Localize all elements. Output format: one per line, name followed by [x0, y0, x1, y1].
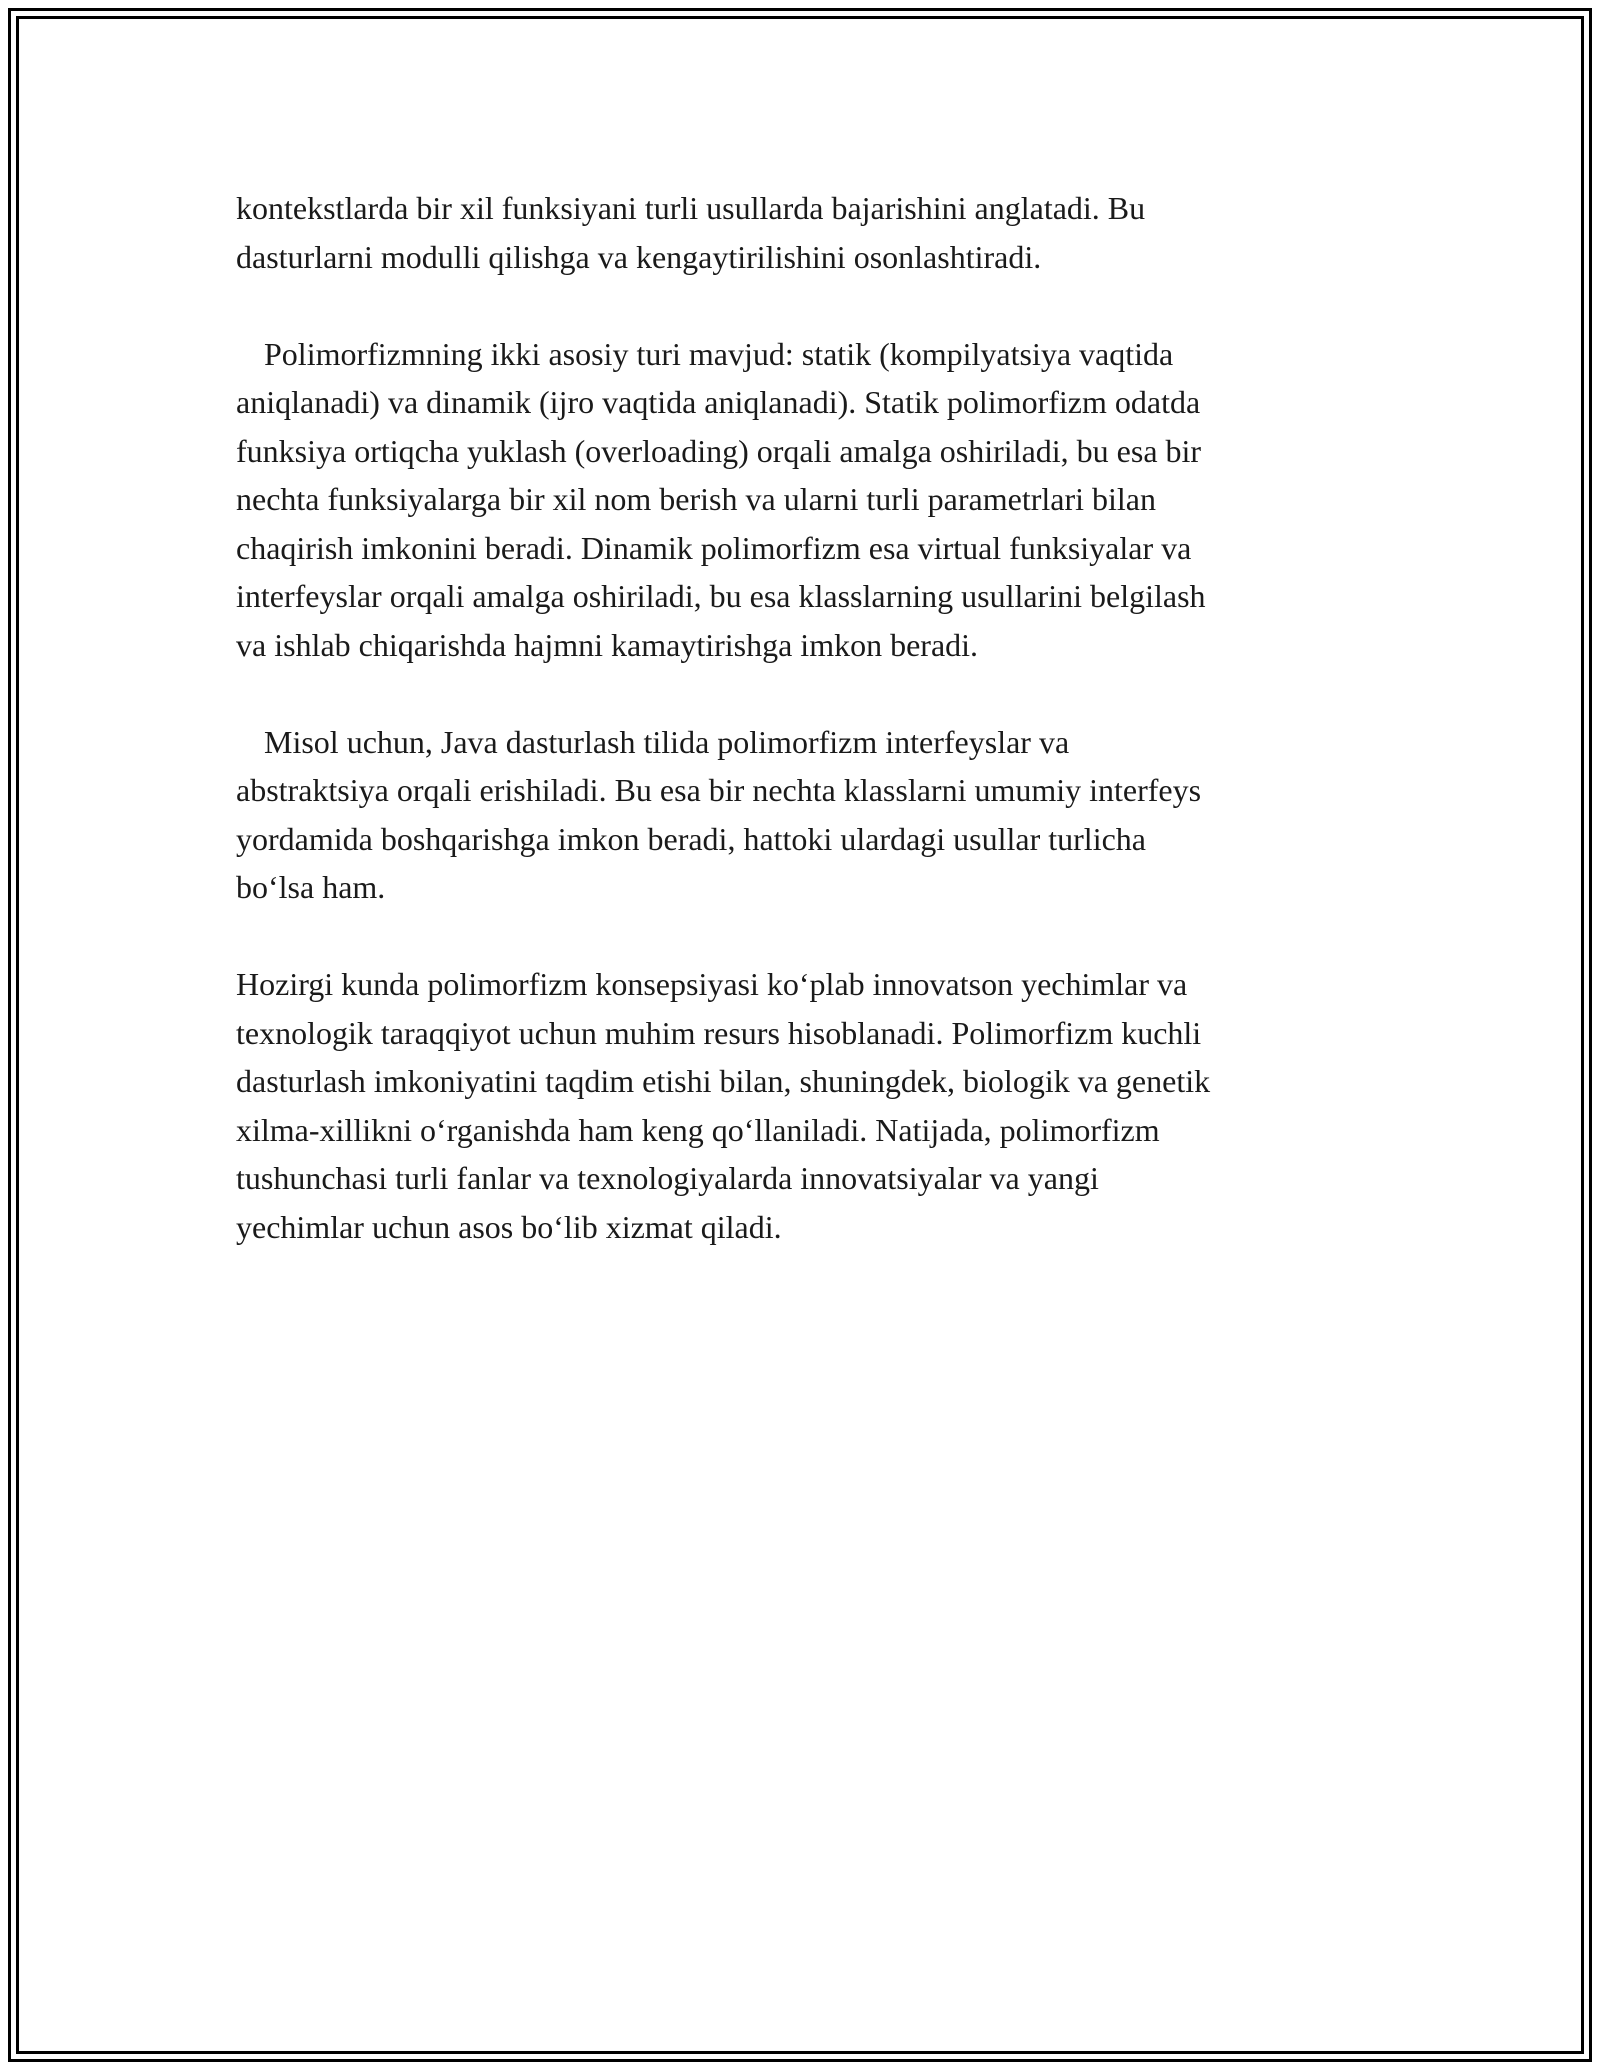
paragraph-1 [236, 184, 1366, 281]
paragraph-line: Polimorfizmning ikki asosiy turi mavjud: statik (kompilyatsiya vaqtida [264, 335, 1174, 372]
paragraph-line: dasturlash imkoniyatini taqdim etishi bilan, shuningdek, biologik va genetik [236, 1063, 1211, 1099]
paragraph-line: chaqirish imkonini beradi. Dinamik polimorfizm esa virtual funksiyalar va [236, 529, 1192, 566]
paragraph-line: funksiya ortiqcha yuklash (overloading) orqali amalga oshiriladi, bu esa bir [236, 432, 1202, 469]
paragraph-line: dasturlarni modulli qilishga va kengaytirilishini osonlashtiradi. [236, 238, 1042, 275]
paragraph-3 [236, 718, 1366, 912]
paragraph-line: interfeyslar orqali amalga oshiriladi, bu esa klasslarning usullarini belgilash [236, 578, 1206, 614]
paragraph-line: va ishlab chiqarishda hajmni kamaytirishga imkon beradi. [236, 626, 979, 663]
paragraph-line: texnologik taraqqiyot uchun muhim resurs hisoblanadi. Polimorfizm kuchli [236, 1014, 1202, 1051]
paragraph-line: Misol uchun, Java dasturlash tilida polimorfizm interfeyslar va [264, 723, 1070, 760]
paragraph-line: boʻlsa ham. [236, 869, 386, 905]
paragraph-line: aniqlanadi) va dinamik (ijro vaqtida aniqlanadi). Statik polimorfizm odatda [236, 384, 1201, 420]
paragraph-line: yordamida boshqarishga imkon beradi, hattoki ulardagi usullar turlicha [236, 820, 1146, 857]
document-body [236, 184, 1366, 1300]
paragraph-line: tushunchasi turli fanlar va texnologiyalarda innovatsiyalar va yangi [236, 1160, 1099, 1196]
paragraph-line: xilma-xillikni oʻrganishda ham keng qoʻllaniladi. Natijada, polimorfizm [236, 1111, 1160, 1148]
paragraph-line: Hozirgi kunda polimorfizm konsepsiyasi koʻplab innovatson yechimlar va [236, 966, 1188, 1002]
paragraph-4 [236, 960, 1366, 1251]
paragraph-line: nechta funksiyalarga bir xil nom berish va ularni turli parametrlari bilan [236, 481, 1156, 517]
paragraph-line: abstraktsiya orqali erishiladi. Bu esa bir nechta klasslarni umumiy interfeys [236, 772, 1202, 808]
paragraph-2 [236, 330, 1366, 670]
paragraph-line: kontekstlarda bir xil funksiyani turli usullarda bajarishini anglatadi. Bu [236, 190, 1146, 226]
paragraph-line: yechimlar uchun asos boʻlib xizmat qiladi. [236, 1208, 782, 1245]
